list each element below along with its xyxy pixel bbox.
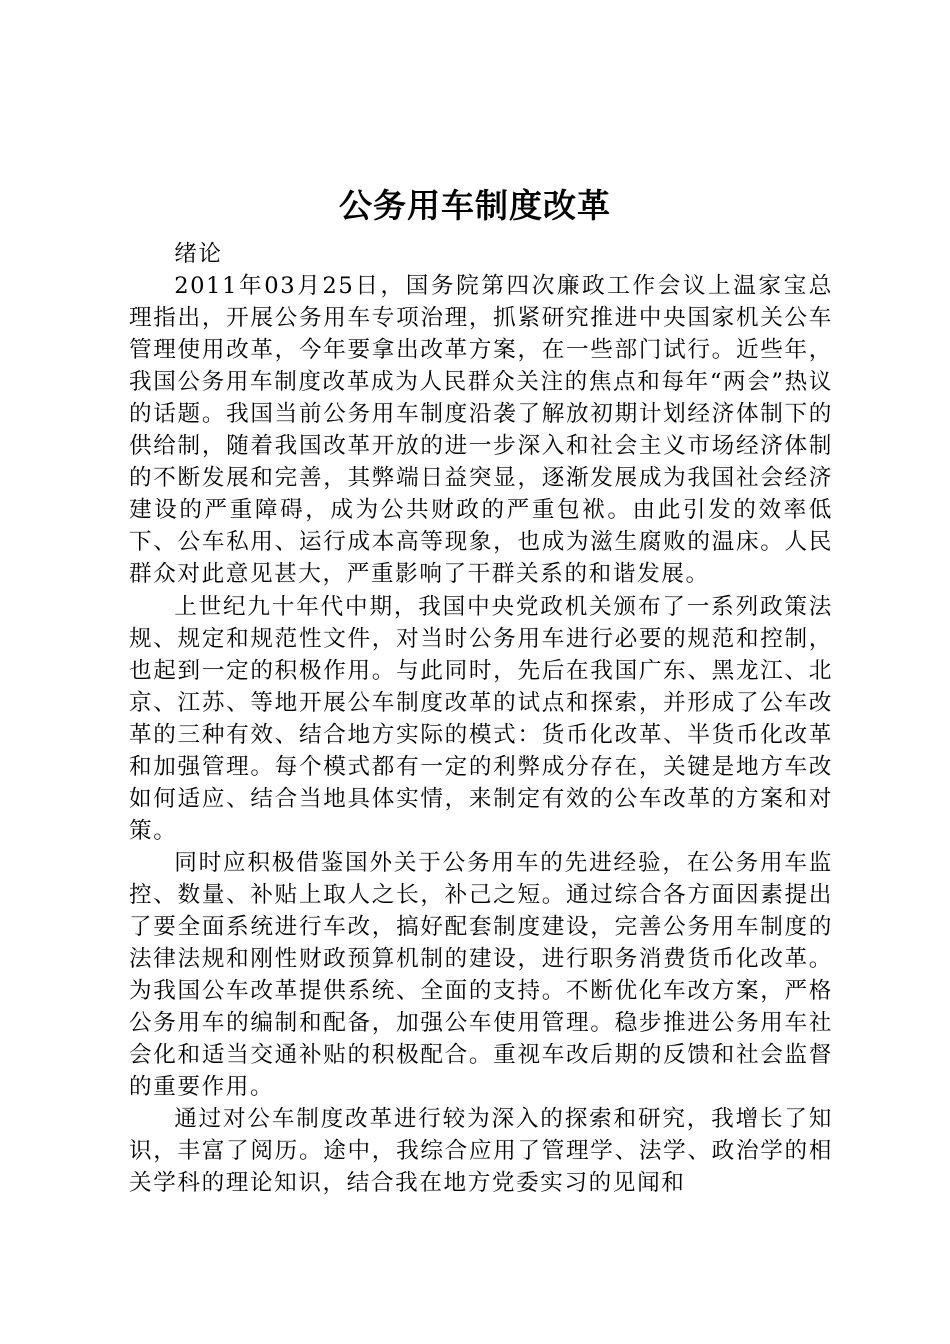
document-title: 公务用车制度改革 bbox=[339, 186, 611, 225]
paragraph: 2011年03月25日，国务院第四次廉政工作会议上温家宝总理指出，开展公务用车专项治理，抓紧研究推进中央国家机关公车管理使用改革，今年要拿出改革方案，在一些部门试行。近些年，我国公务用车制度改革成为人民群众关注的焦点和每年“两会”热议的话题。我国当前公务用车制度沿袭了解放初期计划经济体制下的供给制，随着我国改革开放的进一步深入和社会主义市场经济体制的不断发展和完善，其弊端日益突显，逐渐发展成为我国社会经济建设的严重障碍，成为公共财政的严重包袱。由此引发的效率低下、公车私用、运行成本高等现象，也成为滋生腐败的温床。人民群众对此意见甚大，严重影响了干群关系的和谐发展。 bbox=[129, 273, 833, 588]
document-body bbox=[129, 238, 833, 1199]
paragraph: 上世纪九十年代中期，我国中央党政机关颁布了一系列政策法规、规定和规范性文件，对当时公务用车进行必要的规范和控制，也起到一定的积极作用。与此同时，先后在我国广东、黑龙江、北京、江苏、等地开展公车制度改革的试点和探索，并形成了公车改革的三种有效、结合地方实际的模式：货币化改革、半货币化改革和加强管理。每个模式都有一定的利弊成分存在，关键是地方车改如何适应、结合当地具体实情，来制定有效的公车改革的方案和对策。 bbox=[129, 593, 833, 844]
section-heading: 绪论 bbox=[174, 241, 223, 267]
paragraph: 通过对公车制度改革进行较为深入的探索和研究，我增长了知识，丰富了阅历。途中，我综合应用了管理学、法学、政治学的相关学科的理论知识，结合我在地方党委实习的见闻和 bbox=[129, 1106, 833, 1197]
paragraph: 同时应积极借鉴国外关于公务用车的先进经验，在公务用车监控、数量、补贴上取人之长，补己之短。通过综合各方面因素提出了要全面系统进行车改，搞好配套制度建设，完善公务用车制度的法律法规和刚性财政预算机制的建设，进行职务消费货币化改革。为我国公车改革提供系统、全面的支持。不断优化车改方案，严格公务用车的编制和配备，加强公车使用管理。稳步推进公务用车社会化和适当交通补贴的积极配合。重视车改后期的反馈和社会监督的重要作用。 bbox=[129, 849, 833, 1101]
